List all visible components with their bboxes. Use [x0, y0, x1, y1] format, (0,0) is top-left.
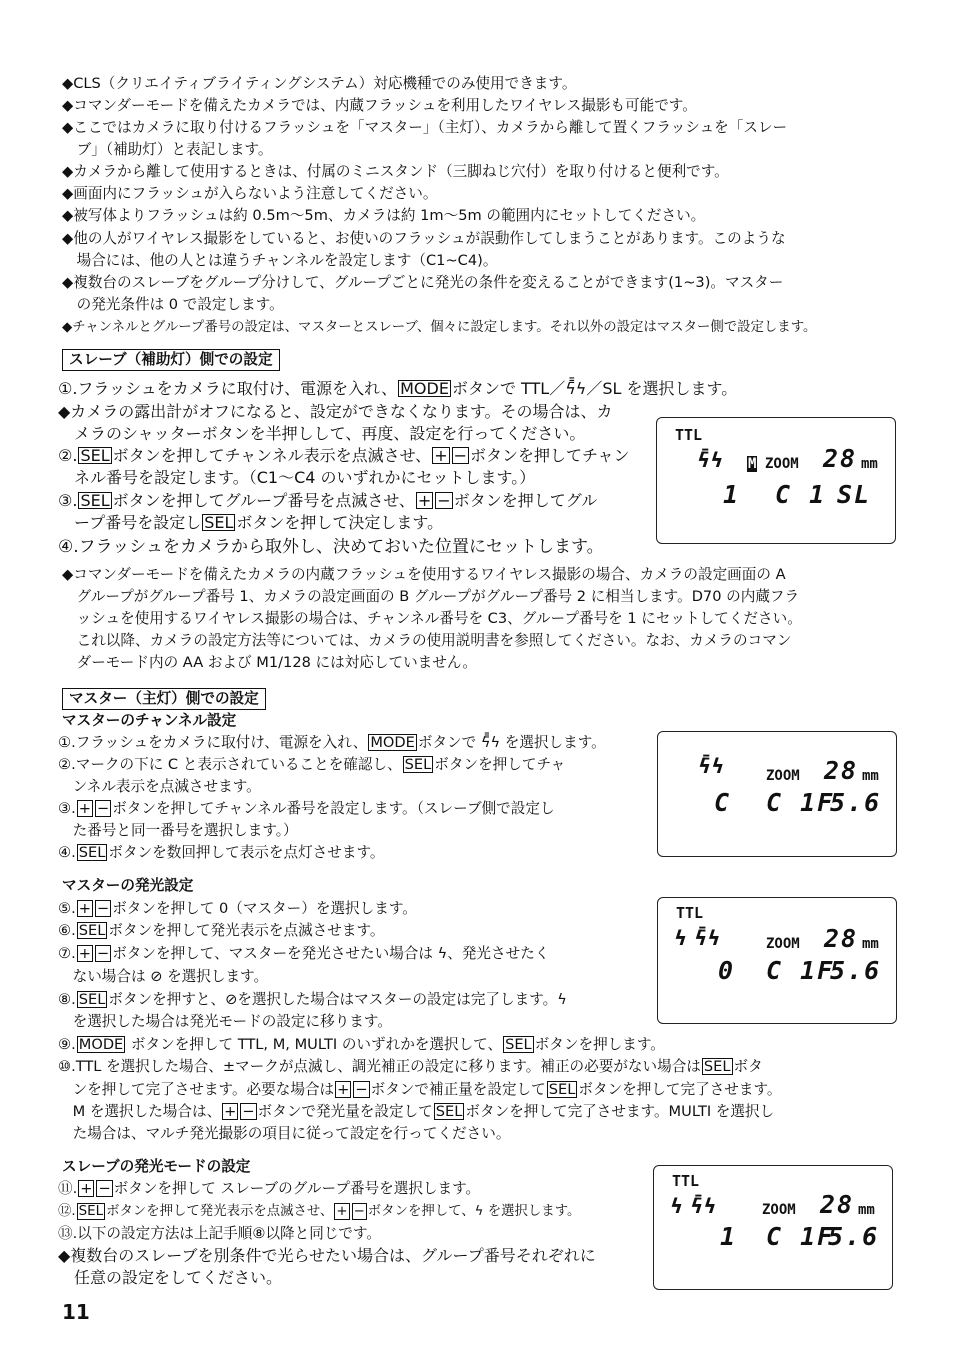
lcd-group: 0: [718, 956, 736, 985]
slave-mode-note: 任意の設定をしてください。: [58, 1268, 283, 1287]
slave-note: ◆カメラの露出計がオフになると、設定ができなくなります。その場合は、カ: [58, 402, 613, 421]
sel-key: SEL: [505, 1036, 532, 1053]
intro-bullet: ◆他の人がワイヤレス撮影をしていると、お使いのフラッシュが誤動作してしまうことがあります。このような: [62, 230, 786, 247]
lcd-ttl-label: TTL: [672, 1172, 700, 1190]
minus-key: −: [96, 800, 110, 817]
lcd-zoom-label: ZOOM: [766, 768, 800, 784]
step-text: ボタンを押して決定します。: [236, 513, 444, 532]
step-text: ボタンを押して、マスターを発光させたい場合は ϟ、発光させたく: [112, 945, 550, 962]
step-text: ⑩.TTL を選択した場合、±マークが点滅し、調光補正の設定に移ります。補正の必要がない場合は: [58, 1058, 701, 1075]
lcd-group: 1: [723, 480, 741, 509]
slave-mode-title: スレーブの発光モードの設定: [62, 1158, 251, 1175]
slave-step-2b: ネル番号を設定します。（C1〜C4 のいずれかにセットします。）: [58, 468, 536, 487]
lcd-display-slave: [656, 417, 896, 544]
master-step-7b: ない場合は ⊘ を選択します。: [58, 968, 269, 985]
step-text: ⑧.: [58, 991, 76, 1008]
lcd-ttl-label: TTL: [675, 426, 703, 444]
lcd-mm-unit: mm: [862, 768, 879, 784]
master-step-10c: [58, 1102, 774, 1122]
intro-bullet: ◆コマンダーモードを備えたカメラでは、内蔵フラッシュを利用したワイヤレス撮影も可能です。: [62, 97, 697, 114]
master-section-heading: マスター（主灯）側での設定: [62, 688, 266, 710]
master-step-1: [58, 733, 606, 753]
sel-key: SEL: [703, 1058, 731, 1075]
intro-bullet: ◆複数台のスレーブをグループ分けして、グループごとに発光の条件を変えることができます(1~3)。マスター: [62, 274, 784, 291]
channel-title: マスターのチャンネル設定: [62, 712, 237, 729]
slave-step-2: [58, 446, 630, 466]
slave-section-heading: スレーブ（補助灯）側での設定: [62, 349, 280, 371]
step-text: ボタンで補正量を設定して: [370, 1081, 546, 1098]
plus-key: +: [434, 446, 448, 465]
step-text: ボタンを押して完了させます。: [578, 1081, 782, 1098]
sel-key: SEL: [548, 1081, 576, 1098]
step-text: ンを押して完了させます。必要な場合は: [58, 1081, 335, 1098]
step-text: ボタンを押して スレーブのグループ番号を選択します。: [113, 1180, 481, 1197]
step-text: ボタンを押してチャンネル番号を設定します。（スレーブ側で設定し: [112, 800, 555, 817]
step-text: ボタンを押してチャ: [434, 756, 566, 773]
lcd-channel: C 1F: [766, 1222, 835, 1251]
lcd-zoom-value: 28: [820, 1190, 855, 1219]
lcd-zoom-label: ZOOM: [766, 936, 800, 952]
slave-note: メラのシャッターボタンを半押しして、再度、設定を行ってください。: [58, 424, 586, 443]
lcd-zoom-value: 28: [823, 444, 858, 473]
lcd-channel-mark: C: [714, 788, 732, 817]
master-step-10d: た場合は、マルチ発光撮影の項目に従って設定を行ってください。: [58, 1125, 511, 1142]
master-step-3b: た番号と同一番号を選択します。）: [58, 822, 298, 839]
plus-key: +: [80, 1180, 93, 1197]
wireless-flash-icon: ϟ̄̄ϟ: [697, 448, 724, 472]
commander-note: グループがグループ番号 1、カメラの設定画面の B グループがグループ番号 2 に相当します。D70 の内蔵フラ: [62, 588, 800, 605]
lcd-ttl-label: TTL: [676, 904, 704, 922]
step-text: ボタンを押して発光表示を点滅させ、: [106, 1204, 334, 1219]
minus-key: −: [437, 491, 451, 510]
intro-bullet: ◆CLS（クリエイティブライティングシステム）対応機種でのみ使用できます。: [62, 75, 577, 92]
lcd-display-master-fire: [657, 897, 897, 1024]
step-text: ボタンを押して 0（マスター）を選択します。: [112, 900, 417, 917]
step-text: ③.: [58, 800, 76, 817]
lcd-mm-unit: mm: [858, 1202, 875, 1218]
step-text: ②.マークの下に C と表示されていることを確認し、: [58, 756, 402, 773]
lcd-aperture: 5.6: [828, 1222, 880, 1251]
page-number: 11: [62, 1300, 90, 1324]
lcd-channel: C 1F: [766, 788, 835, 817]
slave-mode-step-13: ⑬.以下の設定方法は上記手順⑧以降と同じです。: [58, 1225, 382, 1242]
step-text: ④.: [58, 844, 76, 861]
step-text: M を選択した場合は、: [58, 1103, 222, 1120]
step-text: ボタンを押すと、⊘を選択した場合はマスターの設定は完了します。ϟ: [108, 991, 567, 1008]
plus-key: +: [224, 1103, 237, 1120]
lcd-display-master-channel: [657, 731, 897, 857]
slave-step-4: ④.フラッシュをカメラから取外し、決めておいた位置にセットします。: [58, 537, 604, 557]
lcd-mode: SL: [837, 480, 872, 509]
step-text: ボタ: [733, 1058, 763, 1075]
sel-key: SEL: [78, 991, 106, 1008]
intro-bullet: ◆被写体よりフラッシュは約 0.5m〜5m、カメラは約 1m〜5m の範囲内にセットしてください。: [62, 207, 706, 224]
sel-key: SEL: [435, 1103, 463, 1120]
step-text: ⑥.: [58, 922, 76, 939]
minus-key: −: [96, 945, 110, 962]
lcd-zoom-value: 28: [824, 924, 859, 953]
step-text: ープ番号を設定し: [58, 513, 202, 532]
master-step-8: [58, 990, 567, 1010]
minus-key: −: [96, 900, 110, 917]
master-step-2: [58, 755, 565, 775]
master-step-10: [58, 1057, 763, 1077]
step-text: ①.フラッシュをカメラに取付け、電源を入れ、: [58, 379, 398, 398]
plus-key: +: [336, 1204, 348, 1219]
lcd-zoom-label: ZOOM: [765, 456, 799, 472]
minus-key: −: [353, 1204, 365, 1219]
commander-note: ダーモード内の AA および M1/128 には対応していません。: [62, 654, 477, 671]
master-step-3: [58, 799, 555, 819]
step-text: ボタンで TTL／ϟ̄̄̄ϟ／SL を選択します。: [451, 379, 738, 398]
step-text: ボタンを押して TTL, M, MULTI のいずれかを選択して、: [126, 1036, 503, 1053]
plus-key: +: [78, 900, 91, 917]
commander-note: これ以降、カメラの設定方法等については、カメラの使用説明書を参照してください。なお、カメラのコマン: [62, 632, 792, 649]
lcd-m-badge: M: [748, 456, 757, 472]
sel-key: SEL: [404, 756, 432, 773]
step-text: ボタンを押してグル: [453, 491, 598, 510]
slave-step-1: [58, 379, 737, 399]
step-text: ボタンを押して発光表示を点滅させます。: [108, 922, 385, 939]
lcd-mm-unit: mm: [862, 936, 879, 952]
step-text: ボタンを数回押して表示を点灯させます。: [108, 844, 385, 861]
step-text: ⑤.: [58, 900, 76, 917]
minus-key: −: [355, 1081, 368, 1098]
sel-key: SEL: [80, 446, 110, 465]
mode-key: MODE: [370, 734, 415, 751]
lcd-zoom-label: ZOOM: [762, 1202, 796, 1218]
lcd-mm-unit: mm: [861, 456, 878, 472]
step-text: ボタンで発光量を設定して: [257, 1103, 433, 1120]
master-step-6: [58, 921, 384, 941]
minus-key: −: [453, 446, 467, 465]
master-step-10b: [58, 1080, 782, 1100]
step-text: ①.フラッシュをカメラに取付け、電源を入れ、: [58, 734, 368, 751]
slave-step-3: [58, 491, 597, 511]
master-step-8b: を選択した場合は発光モードの設定に移ります。: [58, 1013, 392, 1030]
step-text: ⑪.: [58, 1180, 78, 1197]
intro-bullet: ◆画面内にフラッシュが入らないよう注意してください。: [62, 185, 438, 202]
wireless-flash-icon: ϟ ϟ̄̄ϟ: [670, 1194, 717, 1218]
step-text: ボタンを押します。: [534, 1036, 665, 1053]
master-step-4: [58, 843, 384, 863]
commander-note: ッシュを使用するワイヤレス撮影の場合は、チャンネル番号を C3、グループ番号を 1 にセットしてください。: [62, 610, 802, 627]
minus-key: −: [98, 1180, 111, 1197]
master-step-5: [58, 899, 417, 919]
sel-key: SEL: [78, 922, 106, 939]
step-text: ⑫.: [58, 1204, 76, 1219]
intro-bullet: 場合には、他の人とは違うチャンネルを設定します（C1~C4)。: [62, 252, 498, 269]
slave-mode-step-12: [58, 1202, 580, 1222]
fire-title: マスターの発光設定: [62, 877, 194, 894]
intro-bullet: ◆チャンネルとグループ番号の設定は、マスターとスレーブ、個々に設定します。それ以外の設定はマスター側で設定します。: [62, 320, 817, 335]
lcd-aperture: 5.6: [830, 788, 882, 817]
plus-key: +: [78, 800, 91, 817]
plus-key: +: [337, 1081, 350, 1098]
step-text: ボタンを押してグループ番号を点滅させ、: [112, 491, 415, 510]
step-text: ボタンで ϟ̄̄̄ϟ を選択します。: [417, 734, 606, 751]
step-text: ⑦.: [58, 945, 76, 962]
minus-key: −: [242, 1103, 255, 1120]
master-step-9: [58, 1035, 665, 1055]
slave-step-3b: [58, 513, 443, 533]
lcd-zoom-value: 28: [824, 756, 859, 785]
step-text: ③.: [58, 491, 78, 510]
step-text: ボタンを押してチャン: [470, 446, 630, 465]
step-text: ボタンを押してチャンネル表示を点滅させ、: [112, 446, 432, 465]
sel-key: SEL: [78, 1204, 104, 1219]
sel-key: SEL: [204, 513, 234, 532]
lcd-channel: C 1: [775, 480, 827, 509]
lcd-channel: C 1F: [766, 956, 835, 985]
plus-key: +: [417, 491, 432, 510]
step-text: ②.: [58, 446, 78, 465]
intro-bullet: ◆カメラから離して使用するときは、付属のミニスタンド（三脚ねじ穴付）を取り付けると便利です。: [62, 163, 729, 180]
commander-note: ◆コマンダーモードを備えたカメラの内蔵フラッシュを使用するワイヤレス撮影の場合、カメラの設定画面の A: [62, 566, 786, 583]
step-text: ⑨.: [58, 1036, 76, 1053]
mode-key: MODE: [400, 379, 449, 398]
wireless-flash-icon: ϟ ϟ̄̄ϟ: [674, 926, 721, 950]
plus-key: +: [78, 945, 91, 962]
sel-key: SEL: [80, 491, 110, 510]
intro-bullet: の発光条件は 0 で設定します。: [62, 296, 284, 313]
sel-key: SEL: [78, 844, 106, 861]
mode-key: MODE: [78, 1036, 124, 1053]
master-step-2b: ンネル表示を点滅させます。: [58, 778, 261, 795]
master-step-7: [58, 944, 549, 964]
slave-mode-step-11: [58, 1179, 480, 1199]
lcd-group: 1: [720, 1222, 738, 1251]
step-text: ボタンを押して、ϟ を選択します。: [367, 1204, 581, 1219]
wireless-flash-icon: ϟ̄̄ϟ: [698, 754, 725, 778]
intro-bullet: ◆ここではカメラに取り付けるフラッシュを「マスター」（主灯）、カメラから離して置くフラッシュを「スレー: [62, 119, 788, 136]
slave-mode-note: ◆複数台のスレーブを別条件で光らせたい場合は、グループ番号それぞれに: [58, 1246, 596, 1265]
lcd-display-slave-mode: [653, 1165, 893, 1290]
step-text: ボタンを押して完了させます。MULTI を選択し: [465, 1103, 775, 1120]
lcd-aperture: 5.6: [830, 956, 882, 985]
intro-bullet: ブ」（補助灯）と表記します。: [62, 141, 273, 158]
